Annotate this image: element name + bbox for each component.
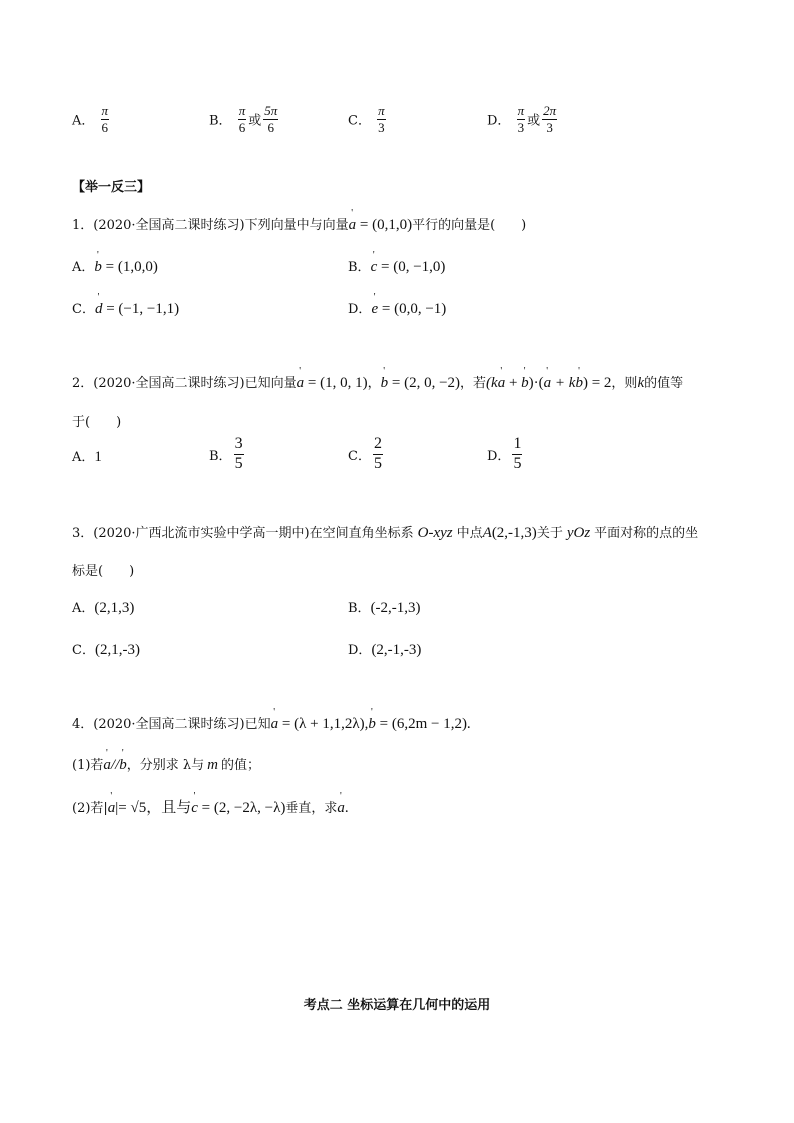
denominator: 6	[101, 119, 109, 135]
denominator: 3	[517, 119, 525, 135]
q4-part1-prefix: (1)若	[72, 758, 104, 773]
option-label: A．	[72, 260, 95, 275]
denominator: 6	[238, 119, 246, 135]
option-value: (2,1,-3)	[94, 642, 140, 658]
var-m: m	[207, 757, 218, 773]
then-text: ，则	[611, 376, 638, 391]
option-expr: = (1,0,0)	[101, 259, 158, 275]
q3-option-d	[348, 639, 421, 659]
option-label: B．	[209, 113, 232, 129]
vector-a: ' a	[108, 800, 116, 817]
fraction	[263, 104, 278, 134]
expr-right: ) = 2	[582, 375, 612, 391]
q2-option-b	[209, 436, 246, 473]
q3-text: 中点	[456, 526, 483, 541]
q4-part1-tail: 的值；	[220, 758, 260, 773]
q4-expr-b: = (6,2m − 1,2).	[375, 716, 471, 732]
section-heading: 考点二 坐标运算在几何中的运用	[303, 998, 491, 1013]
q1-stem-expr: = (0,1,0)	[356, 217, 413, 233]
plane-name: yOz	[566, 525, 591, 541]
point-a: A	[482, 525, 492, 541]
option-value: (2,1,3)	[94, 600, 135, 616]
q3-option-b	[348, 597, 421, 617]
vector-d: ' d	[95, 301, 103, 318]
q4-expr-a: = (λ + 1,1,2λ),	[278, 716, 369, 732]
vector-e: ' e	[371, 301, 378, 318]
plus-k: + k	[551, 375, 576, 391]
coord-system: O-xyz	[417, 525, 453, 541]
section-title: 【举一反三】	[72, 180, 151, 195]
q2-expr-a: = (1, 0, 1)	[304, 375, 368, 391]
q4-part2-expr: = (2, −2λ, −λ)	[197, 800, 286, 816]
option-value: (-2,-1,3)	[370, 600, 421, 616]
option-label: C．	[72, 302, 95, 317]
numerator: π	[378, 103, 385, 118]
q1-option-c	[72, 298, 179, 318]
point-coords: (2,-1,3)	[491, 525, 537, 541]
option-expr: = (0,0, −1)	[378, 301, 447, 317]
vector-a: ' a	[271, 716, 279, 733]
numerator: π	[238, 103, 246, 118]
q3-stem-line2: 标是( )	[72, 564, 135, 579]
option-label: A．	[72, 113, 95, 129]
denominator: 3	[546, 119, 553, 135]
vector-b: ' b	[94, 259, 102, 276]
vector-a: ' a	[103, 757, 111, 774]
q1-stem	[72, 214, 526, 234]
option-label: A．	[72, 601, 95, 616]
denominator: 5	[513, 454, 522, 472]
vector-c: ' c	[191, 800, 198, 817]
fraction	[517, 104, 526, 134]
option-label: D．	[348, 302, 372, 317]
q2-option-d	[487, 436, 524, 473]
option-value: 1	[94, 449, 102, 465]
option-expr: = (−1, −1,1)	[102, 301, 180, 317]
option-expr: = (0, −1,0)	[377, 259, 446, 275]
q2-tail: 的值等	[644, 376, 684, 391]
q1-stem-suffix: 平行的向量是( )	[412, 218, 527, 233]
q3-text: 平面对称的点的坐	[594, 526, 699, 541]
top-option-b	[209, 104, 280, 134]
q1-stem-text: 1．(2020·全国高二课时练习)下列向量中与向量	[72, 218, 349, 233]
q1-option-d	[348, 298, 446, 318]
top-option-a	[72, 104, 111, 134]
numerator: 3	[234, 436, 244, 455]
q1-option-a	[72, 256, 158, 276]
numerator: π	[517, 103, 525, 118]
top-option-c	[348, 104, 388, 134]
denominator: 3	[378, 119, 385, 135]
q2-option-a	[72, 446, 102, 466]
option-label: B．	[209, 448, 232, 464]
option-label: B．	[348, 260, 371, 275]
q4-stem-text: 4．(2020·全国高二课时练习)已知	[72, 717, 271, 732]
var-k: k	[637, 375, 645, 391]
q2-stem-line2: 于( )	[72, 415, 122, 430]
q2-stem-text: 2．(2020·全国高二课时练习)已知向量	[72, 376, 297, 391]
fraction	[512, 436, 522, 473]
q2-option-c	[348, 436, 385, 473]
vector-b: ' b	[119, 757, 127, 774]
q3-stem	[72, 522, 698, 542]
vector-a: ' a	[544, 375, 552, 392]
q2-stem	[72, 372, 683, 392]
vector-b: ' b	[575, 375, 583, 392]
option-label: C．	[348, 448, 371, 464]
vector-a: ' a	[349, 217, 357, 234]
comma: ，	[367, 376, 381, 391]
fraction	[542, 104, 557, 134]
top-option-d	[487, 104, 559, 134]
plus: +	[505, 375, 522, 391]
q3-text: 3．(2020·广西北流市实验中学高一期中)在空间直角坐标系	[72, 526, 414, 541]
denominator: 5	[373, 454, 382, 472]
option-label: D．	[348, 643, 372, 658]
vector-a: ' a	[297, 375, 305, 392]
fraction	[373, 436, 383, 473]
numerator: 2π	[543, 103, 557, 118]
option-label: C．	[348, 113, 371, 129]
numerator: 2	[373, 436, 383, 455]
denominator: 6	[267, 119, 274, 135]
vector-a: ' a	[498, 375, 506, 392]
q2-expr-b: = (2, 0, −2)	[388, 375, 461, 391]
fraction	[234, 436, 244, 473]
expr-left: (k	[486, 375, 498, 391]
if-text: ，若	[460, 376, 487, 391]
or-text: 或	[248, 113, 262, 129]
parallel-sign: //	[110, 757, 120, 773]
q4-part1	[72, 754, 260, 774]
fraction	[377, 104, 386, 134]
q4-stem	[72, 713, 471, 733]
q4-part2-prefix: (2)若|	[72, 801, 108, 816]
vector-a: ' a	[337, 800, 345, 817]
vector-b: ' b	[521, 375, 529, 392]
q4-part1-text: ，分别求 λ与	[126, 758, 205, 773]
vector-c: ' c	[371, 259, 378, 276]
q3-option-a	[72, 597, 134, 617]
option-value: (2,-1,-3)	[371, 642, 422, 658]
vector-b: ' b	[368, 716, 376, 733]
or-text: 或	[527, 113, 541, 129]
q3-text: 关于	[536, 526, 563, 541]
q3-option-c	[72, 639, 140, 659]
option-label: D．	[487, 448, 511, 464]
q4-part2	[72, 796, 349, 817]
option-label: D．	[487, 113, 511, 129]
period: .	[344, 800, 349, 816]
denominator: 5	[234, 454, 243, 472]
numerator: 5π	[264, 103, 278, 118]
option-label: B．	[348, 601, 371, 616]
numerator: π	[101, 103, 109, 118]
fraction	[238, 104, 247, 134]
q4-part2-tail: 垂直，求	[285, 801, 338, 816]
fraction	[101, 104, 110, 134]
q4-part2-mid: |= √5，且与	[115, 800, 192, 816]
option-label: C．	[72, 643, 95, 658]
q1-option-b	[348, 256, 445, 276]
option-label: A．	[72, 450, 95, 465]
vector-b: ' b	[381, 375, 389, 392]
numerator: 1	[512, 436, 522, 455]
expr-mid: )·(	[528, 375, 544, 391]
